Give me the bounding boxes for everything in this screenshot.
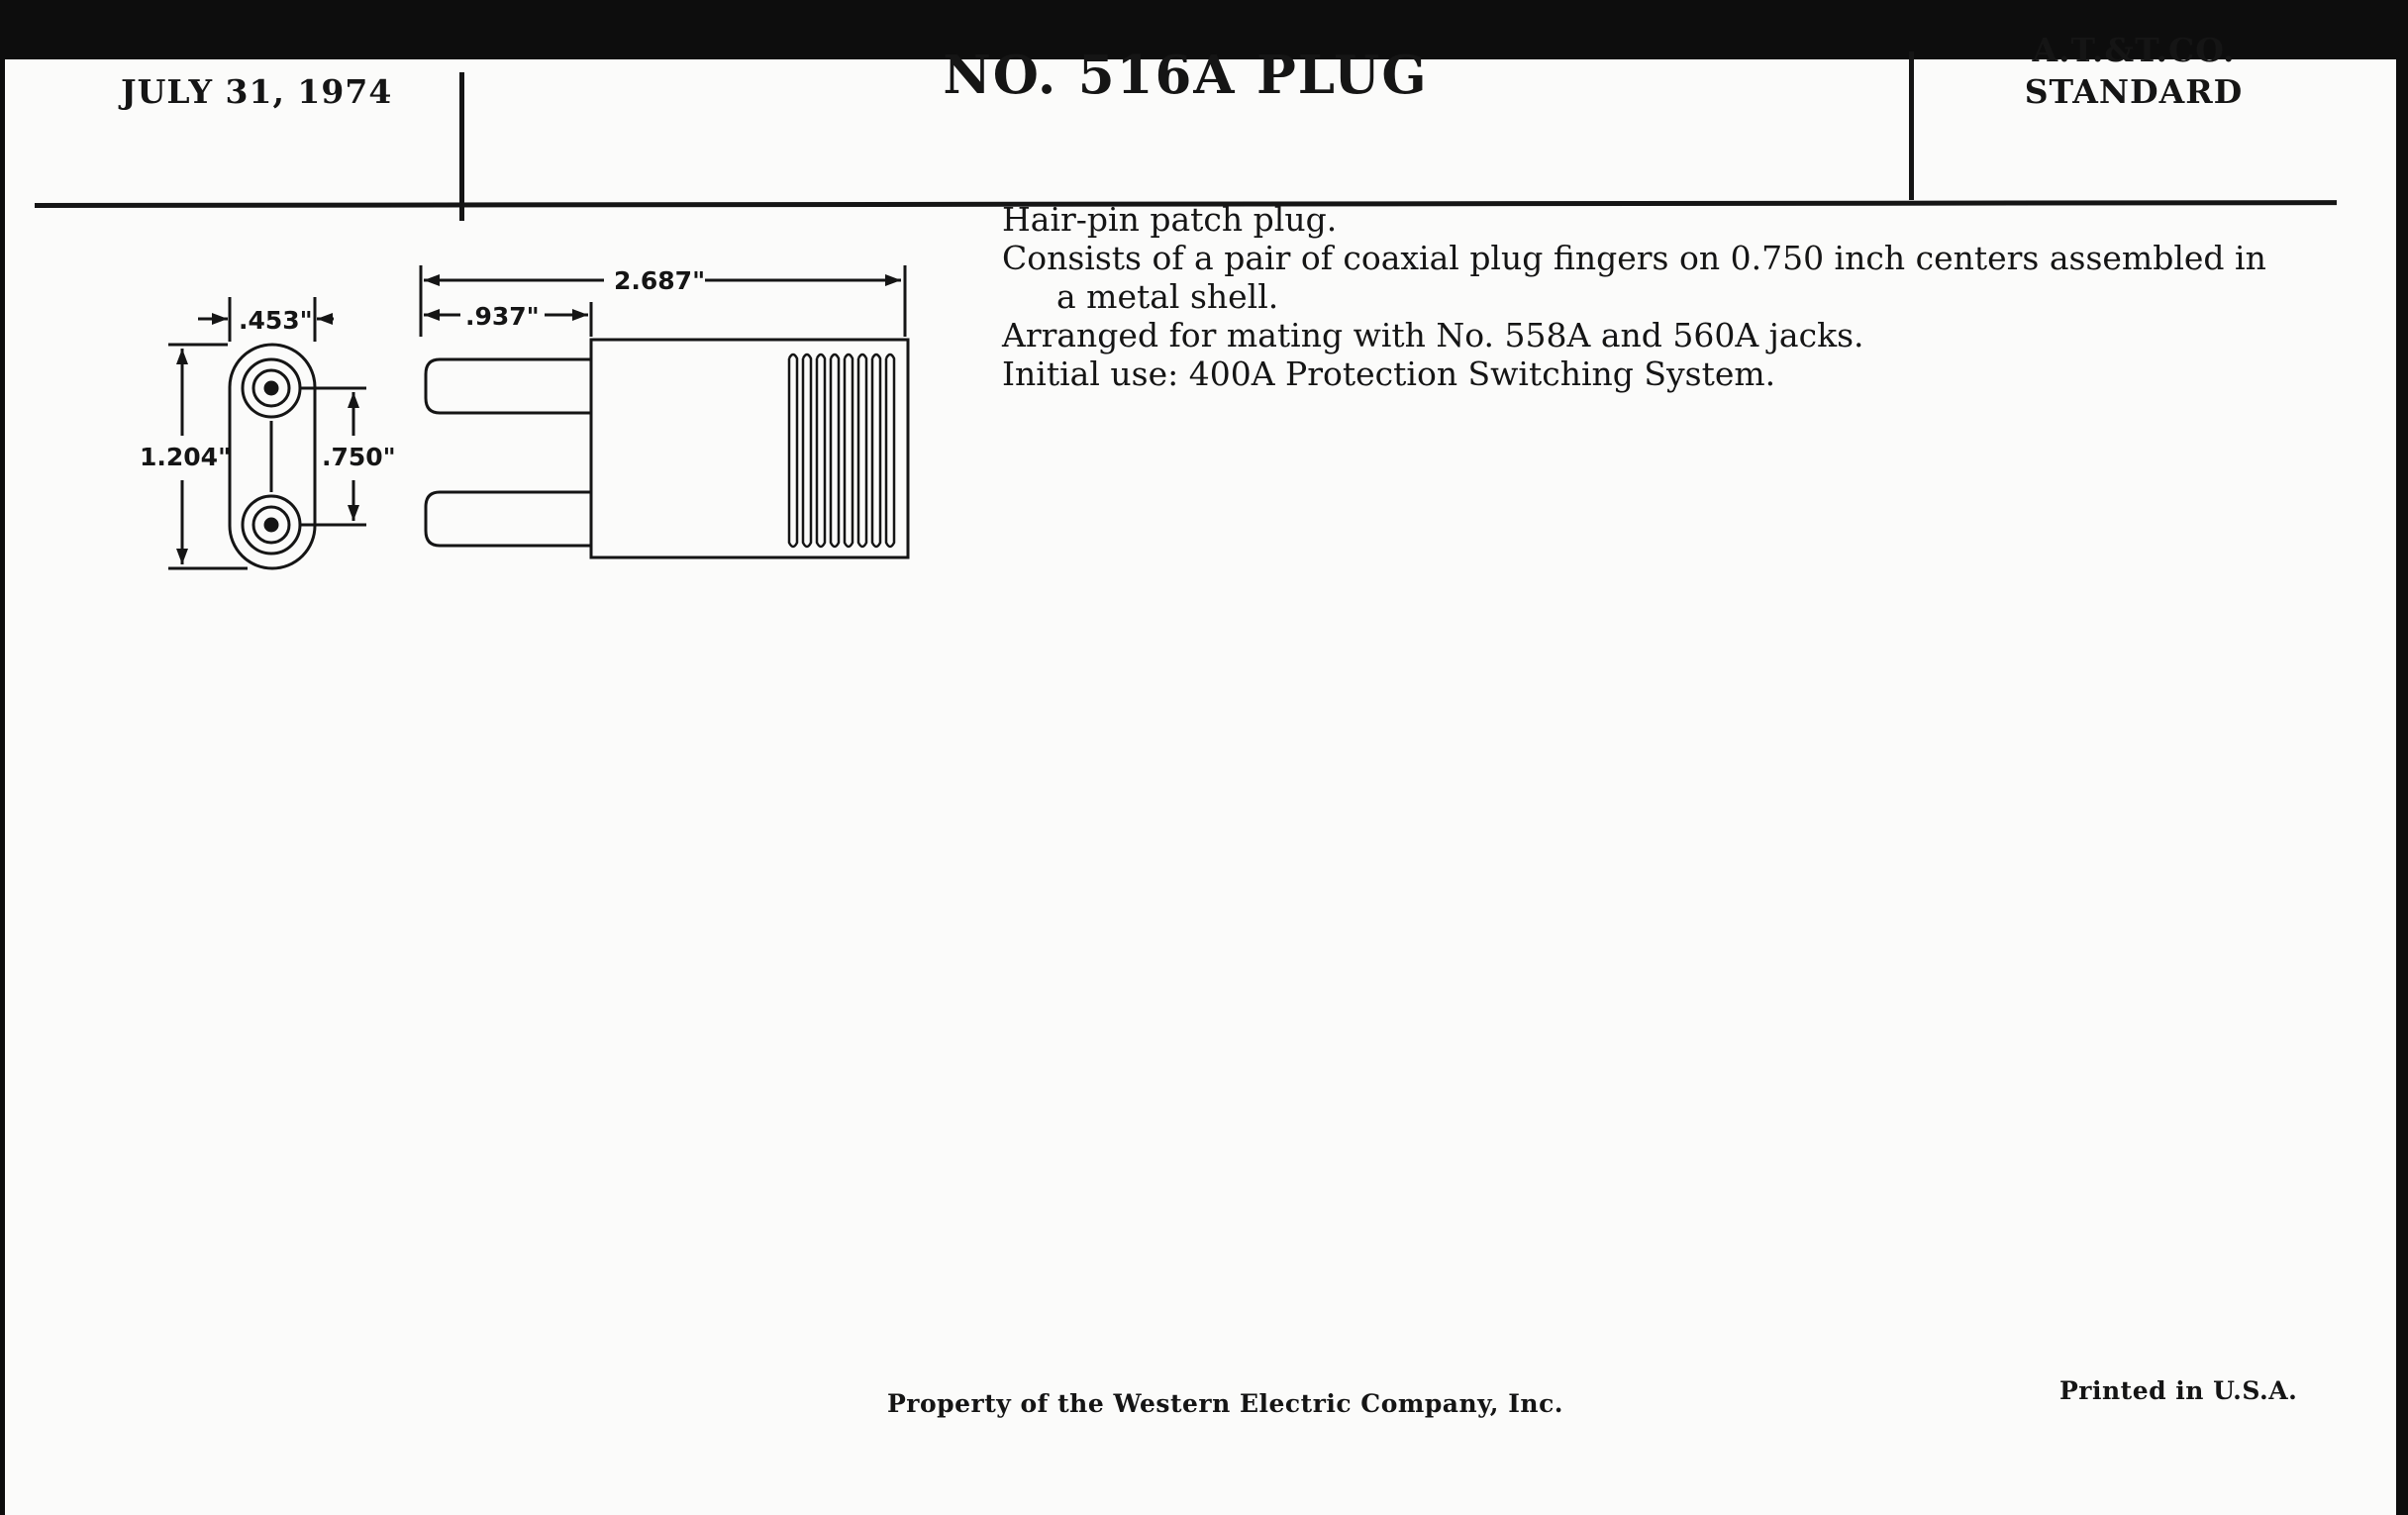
description-line-2: Consists of a pair of coaxial plug fingers on 0.750 inch centers assembled in (1002, 239, 2266, 277)
printed-notice: Printed in U.S.A. (2059, 1376, 2298, 1405)
description (1002, 200, 2319, 393)
property-notice: Property of the Western Electric Company, Inc. (887, 1389, 1564, 1418)
page-title: NO. 516A PLUG (943, 45, 1429, 106)
description-line-3: Arranged for mating with No. 558A and 560A jacks. (1002, 316, 1864, 354)
height-dimension-label: 1.204" (140, 443, 232, 471)
lower-finger (426, 492, 591, 546)
knurled-grip (789, 354, 894, 547)
standard-line-1: A.T.&T.CO. (2032, 31, 2236, 69)
overall-length-dimension-label: 2.687" (614, 266, 706, 295)
width-dimension-label: .453" (239, 306, 313, 335)
upper-finger (426, 359, 591, 413)
finger-length-dimension-label: .937" (465, 302, 540, 331)
standard-line-2: STANDARD (2024, 72, 2244, 111)
issue-date: JULY 31, 1974 (121, 72, 393, 111)
side-view-shell (591, 340, 908, 557)
description-line-2-continued: a metal shell. (1056, 277, 1279, 316)
description-line-1: Hair-pin patch plug. (1002, 200, 1338, 239)
spacing-dimension-label: .750" (322, 443, 396, 471)
description-line-4: Initial use: 400A Protection Switching System. (1002, 354, 1776, 393)
